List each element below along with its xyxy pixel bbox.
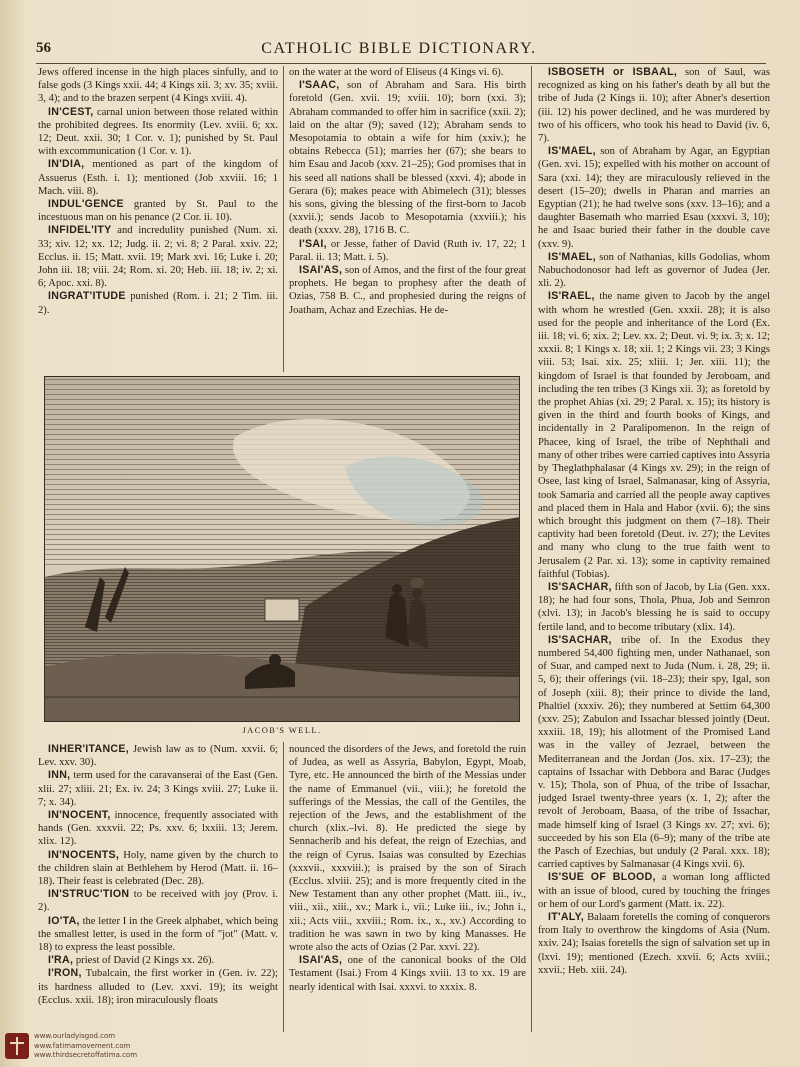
dictionary-entry [38, 743, 278, 769]
header-rule [36, 63, 766, 64]
dictionary-entry [289, 238, 526, 264]
entry-headword: I'SAAC, [299, 79, 340, 92]
entry-headword: IS'RAEL, [548, 290, 595, 303]
entry-text: son of Abraham and Sara. His birth foretold (Gen. xvii. 19; xviii. 10); born (xxi. 3); Abraham commanded to offer him in sacrifice (xxii. 2); laid on the altar (9); saved (12); Abraham sends to Mesopotamia to obtain a wife for him (xxiv.); he obtains Rebecca (51); marries her (67); she bears to him Esau and Jacob (xxv. 21–25); God promises that in his seed all nations shall be blessed (xxvi. 4); abode in Gerara (6); makes peace with Abimelech (31); blesses his sons, giving the blessing of the first-born to Jacob (xxvii.); sends Jacob to Mesopotamia (xxviii.); his death (xxxv. 28), 1716 B. C. [289, 80, 526, 237]
entry-headword: IS'MAEL, [548, 145, 596, 158]
dictionary-entry [538, 581, 770, 634]
dictionary-entry [38, 224, 278, 290]
entry-headword: I'RA, [48, 954, 74, 967]
dictionary-entry [38, 769, 278, 809]
entry-text: Jews offered incense in the high places sinfully, and to false gods (3 Kings xxii. 44; 4 Kings xii. 3; xv. 35; xviii. 3, 4); and to the brazen serpent (4 Kings xviii. 4). [38, 67, 278, 105]
entry-text: priest of David (2 Kings xx. 26). [75, 955, 215, 967]
dictionary-entry [538, 634, 770, 872]
jacobs-well-engraving [44, 376, 520, 722]
entry-headword: I'RON, [48, 967, 82, 980]
entry-text: son of Amos, and the first of the four great prophets. He began to prophesy after the death of Ozias, 758 B. C., and prophesied during the reigns of Joatham, Achaz and Ezechias. He de- [289, 265, 526, 316]
dictionary-entry [289, 954, 526, 994]
entry-text: one of the canonical books of the Old Testament (Isai.) From 4 Kings xviii. 13 to xx. 19 are nearly identical with Isai. xxxvi. to xxxix. 8. [289, 955, 526, 993]
entry-text: the letter I in the Greek alphabet, which being the smallest letter, is used in the form of "jot" (Matt. v. 18) to express the least possible. [38, 915, 278, 954]
entry-text: to be received with joy (Prov. i. 2). [38, 889, 278, 914]
column-divider [283, 66, 284, 372]
column-divider [283, 742, 284, 1032]
dictionary-entry [538, 66, 770, 145]
entry-text: Holy, name given by the church to the children slain at Bethlehem by Herod (Matt. ii. 16–18). Their feast is celebrated (Dec. 28). [38, 849, 278, 888]
entry-headword: IS'SUE OF BLOOD, [548, 871, 656, 884]
entry-headword: I'SAI, [299, 237, 327, 250]
entry-text: term used for the caravanserai of the East (Gen. xlii. 27; xliii. 21; Ex. iv. 24; 3 Kings xviii. 27; Luke ii. 7; x. 34). [38, 770, 278, 808]
column-b [289, 66, 526, 376]
entry-headword: IN'DIA, [48, 158, 85, 171]
dictionary-entry [289, 66, 526, 79]
entry-headword: INHER'ITANCE, [48, 743, 129, 755]
dictionary-entry [538, 251, 770, 291]
entry-headword: INDUL'GENCE [48, 198, 124, 211]
entry-headword: INN, [48, 769, 71, 782]
entry-text: or Jesse, father of David (Ruth iv. 17, 22; 1 Paral. ii. 13; Matt. i. 5). [289, 238, 526, 263]
entry-text: son of Abraham by Agar, an Egyptian (Gen. xvi. 15); expelled with his mother on account of Sara (xxi. 14); they are miraculously relieved in the desert (15–20); dwells in Pharan and marries an Egyptian (21); he had twelve sons (xxv. 13–16); and a daughter Basemath who married Esau (xxxvi. 3, 10); he and Isaac buried their father in the double cave (xxv. 9). [538, 146, 770, 250]
dictionary-entry [38, 915, 278, 955]
footer-link[interactable]: www.ourladyisgod.com [34, 1032, 116, 1040]
column-divider [531, 66, 532, 1032]
dictionary-entry [538, 290, 770, 580]
entry-headword: IT'ALY, [548, 911, 585, 923]
seal-icon [4, 1032, 30, 1060]
entry-text: and incredulity punished (Num. xi. 33; xiv. 12; xx. 12; Judg. ii. 2; vi. 8; 2 Paral. xxiv. 22; Ecclus. ii. 15; Matt. xvii. 19; Mark xvi. 16; Luke i. 20; John iii. 18; viii. 24; Rom. xi. 20; Heb. iii. 18; iv. 2; xi. 6; Apoc. xxi. 8). [38, 225, 278, 290]
dictionary-entry [289, 79, 526, 237]
column-d [38, 743, 278, 1033]
entry-text: mentioned as part of the kingdom of Assuerus (Esth. i. 1); mentioned (Job xxviii. 16; 1 Mach. viii. 8). [38, 159, 278, 197]
entry-headword: IO'TA, [48, 914, 80, 927]
entry-text: granted by St. Paul to the incestuous man on his penance (2 Cor. ii. 10). [38, 199, 278, 224]
dictionary-entry [38, 888, 278, 914]
column-a [38, 66, 278, 366]
dictionary-entry [38, 967, 278, 1007]
page-number: 56 [36, 40, 51, 56]
running-title: CATHOLIC BIBLE DICTIONARY. [261, 40, 537, 57]
dictionary-entry [38, 66, 278, 106]
entry-headword: IN'STRUC'TION [48, 888, 130, 901]
dictionary-entry [538, 145, 770, 251]
entry-text: son of Nathanias, kills Godolias, whom Nabuchodonosor had left as governor of Judea (Jer. xli. 2). [538, 251, 770, 290]
footer-link[interactable]: www.thirdsecretoffatima.com [34, 1051, 138, 1060]
entry-headword: IN'NOCENT, [48, 809, 111, 822]
entry-text: on the water at the word of Eliseus (4 Kings vi. 6). [289, 67, 504, 78]
entry-headword: INFIDEL'ITY [48, 224, 112, 237]
column-e [289, 743, 526, 1033]
dictionary-entry [38, 106, 278, 159]
entry-headword: IS'SACHAR, [548, 580, 612, 593]
engraving-illustration [45, 377, 520, 722]
dictionary-entry [289, 264, 526, 317]
entry-text: tribe of. In the Exodus they numbered 54,400 fighting men, under Nathanael, son of Suar, and camped next to Juda (Num. i. 28, 29; ii. 5, 6); their offerings (vii. 18–23); their spy, Igal, son of Joseph (xiii. 8); their prince to divide the land, Phaltiel (xxxiv. 26); they numbered at Settim 64,300 (xxv. 25); Zabulon and Issachar blessed jointly (Deut. xxxiii. 18, 19); his allotment of the Promised Land was in the valley of Jezrael, between the Mediterranean and the Jordan (Jos. xix. 17–23); the captains of Issachar with Debbora and Barac (Judges v. 15); Thola, son of Phua, of the tribe of Issachar, judged Israel twenty-three years (x. 1, 2); after the revolt of Jeroboam, Baasa, of the tribe of Issachar, made himself king of Israel (3 Kings xv. 27; xvi. 6); succeeded by his son Ela (6–9); many of the tribe ate the Pasch of Ezechias, but unduly (2 Paral. xxx. 18); carried captives by Salmanasar (4 Kings xvii. 6). [538, 634, 770, 871]
entry-headword: ISBOSETH or ISBAAL, [548, 66, 678, 78]
entry-headword: INGRAT'ITUDE [48, 290, 126, 303]
entry-headword: IS'MAEL, [548, 250, 596, 263]
page-header [30, 40, 768, 62]
entry-text: a woman long afflicted with an issue of blood, cured by touching the fringes or hem of our Lord's garment (Matt. ix. 22). [538, 872, 770, 910]
dictionary-entry [538, 911, 770, 977]
entry-headword: IS'SACHAR, [548, 633, 612, 646]
dictionary-entry [38, 954, 278, 967]
entry-text: punished (Rom. i. 21; 2 Tim. iii. 2). [38, 291, 278, 316]
entry-headword: ISAI'AS, [299, 264, 343, 277]
dictionary-entry [38, 809, 278, 849]
entry-headword: IN'CEST, [48, 105, 94, 118]
dictionary-entry [38, 198, 278, 224]
entry-text: carnal union between those related within the prohibited degrees. Its enormity (Lev. xviii. 6; xx. 12; Deut. xxii. 30; 1 Cor. v. 1); punished by St. Paul with excommunication (1 Cor. v. 1). [38, 106, 278, 158]
dictionary-entry [289, 743, 526, 954]
dictionary-entry [38, 290, 278, 316]
dictionary-entry [38, 158, 278, 198]
entry-headword: IN'NOCENTS, [48, 848, 120, 861]
entry-text: the name given to Jacob by the angel with whom he wrestled (Gen. xxxii. 28); it is also used for the people and inheritance of the Lord (Ex. iii. 18; vi. 6; xix. 2; Lev. xx. 2; Deut. vi. 9; ix. 3; x. 12; xxxii. 8; 1 Kings x. 18; xii. 1; 2 Kings vii. 23; 3 Kings viii. 53; Isai. xix. 25; xliii. 1; Jer. xiii. 11); the kingdom of Israel is that founded by Jeroboam, and including the ten tribes (3 Kings xii. 3); as foretold by the prophet Ahias (xi. 29; 2 Paral. x. 15); its history is given in the third and fourth books of Kings, and incidentally in 2 Paralipomenon. In the reign of Phacee, king of Israel, the tribe of Nephthali and many of other tribes were carried captives into Assyria by Theglathphalasar (4 Kings xv. 29); in the reign of Osee, last king of Israel, Salmanasar, king of Assyria, took Samaria and carried all the people away captives and placed them in Hala and Habor (xvii. 6); the sins which brought this judgment on them (7–18). Their captivity had been foretold (Deut. iv. 27); the Levites and many who clung to the true faith went to Jerusalem (2 Par. xi. 13); some in captivity remained faithful (Tobias). [538, 291, 770, 580]
footer [4, 1028, 224, 1064]
illustration-caption: JACOB'S WELL. [242, 725, 322, 735]
footer-links [34, 1032, 137, 1061]
entry-text: Tubalcain, the first worker in (Gen. iv. 22); its hardness alluded to (Lev. xxvi. 19); its weight (Ecclus. xxii. 18); iron miraculously floats [38, 968, 278, 1006]
entry-headword: ISAI'AS, [299, 954, 343, 967]
entry-text: Jewish law as to (Num. xxvii. 6; Lev. xxv. 30). [38, 744, 278, 769]
entry-text: innocence, frequently associated with hands (Gen. xxxvii. 22; Ps. xxv. 6; lxxiii. 13; Jerem. xlix. 12). [38, 810, 278, 848]
entry-text: fifth son of Jacob, by Lia (Gen. xxx. 18); he had four sons, Thola, Phua, Job and Semron (xlvi. 13); in Jacob's blessing he is said to occupy fertile land, and to become tributary (xlix. 14). [538, 581, 770, 633]
entry-text: nounced the disorders of the Jews, and foretold the ruin of Judea, as well as Assyria, Babylon, Egypt, Moab, Tyre, etc. He announced the birth of the Messias under the name of Emmanuel (vii., viii.); he foretold the sufferings of the Messias, the call of the Gentiles, the rejection of the Jews, and the establishment of the church (xlix.–lvi. 8). He predicted the siege by Sennacherib and his defeat, the reign of Ezechias, and the reign of Cyrus. Isaias was consulted by Ezechias (xxxvii., xxxviii.); is praised by the son of Sirach (Ecclus. xlviii. 25); and is more frequently cited in the New Testament than any other prophet (Matt. iii., iv., viii., xii., xiii., xv.; Mark i., vii.; Luke iii., iv.; John i., xii.; Acts viii., xxviii.; Rom. ix., x., xv.) According to tradition he was sawn in two by king Manasses. He wrote also the acts of Ozias (2 Par. xxvi. 22). [289, 744, 526, 954]
entry-text: Balaam foretells the coming of conquerors from Italy to overthrow the kingdoms of Asia (Num. xxiv. 24); Isaias foretells the sign of salvation set up in (lxvi. 19); mentioned (Ezech. xxvii. 6; Acts xviii.; xxvii.; Heb. xiii. 24). [538, 912, 770, 976]
entry-text: son of Saul, was recognized as king on his father's death by all but the tribe of Juda (2 Kings ii. 10); after Abner's desertion (iii. 12) his power declined, and he was murdered by two of his officers, who took his head to David (iv. 6, 7). [538, 67, 770, 145]
footer-link[interactable]: www.fatimamovement.com [34, 1041, 131, 1050]
column-c [538, 66, 770, 1026]
dictionary-entry [38, 849, 278, 889]
dictionary-entry [538, 871, 770, 911]
